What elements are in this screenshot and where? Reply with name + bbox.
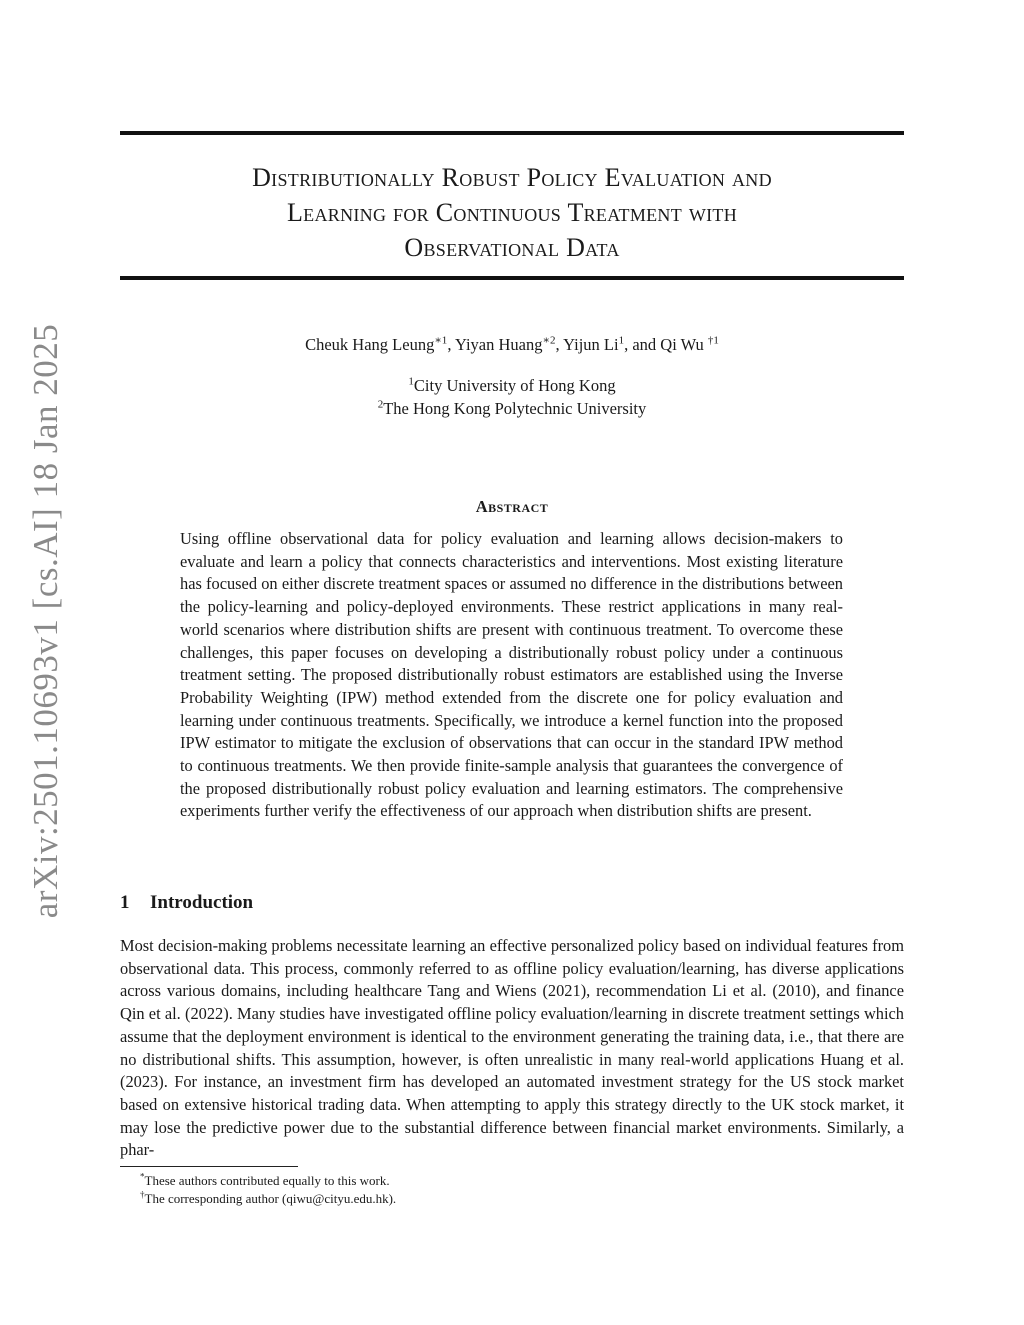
affiliation-name: City University of Hong Kong xyxy=(413,376,616,395)
arxiv-stamp xyxy=(22,323,70,919)
author-name: Yiyan Huang xyxy=(454,335,543,354)
affiliation-mark: 1 xyxy=(408,375,414,388)
footnote xyxy=(140,1172,390,1189)
title-line-3: Observational Data xyxy=(404,233,620,262)
author-mark: 1 xyxy=(618,334,625,347)
affiliation-name: The Hong Kong Polytechnic University xyxy=(383,399,647,418)
footnote-text: These authors contributed equally to this work. xyxy=(144,1173,390,1188)
affiliation xyxy=(120,375,904,397)
author-mark: ∗2 xyxy=(542,334,556,347)
section-heading xyxy=(120,892,253,914)
footnote-mark: † xyxy=(140,1189,145,1200)
author-name: and Qi Wu xyxy=(632,335,708,354)
footnote-mark: * xyxy=(140,1171,145,1182)
paper-title xyxy=(120,160,904,265)
section-title: Introduction xyxy=(150,892,254,913)
title-bottom-rule xyxy=(120,276,904,280)
arxiv-id: arXiv:2501.10693v1 [cs.AI] 18 Jan 2025 xyxy=(26,323,65,919)
author-list: Cheuk Hang Leung$^{∗1}$, Yiyan Huang$^{∗2}$, Yijun Li$^1$, and Qi Wu $^{\dagger 1}$ xyxy=(305,334,719,354)
footnote-rule xyxy=(120,1166,298,1167)
affiliation xyxy=(120,398,904,420)
title-line-2: Learning for Continuous Treatment with xyxy=(286,198,737,227)
author-mark: ∗1 xyxy=(434,334,448,347)
title-top-rule xyxy=(120,131,904,135)
title-line-1: Distributionally Robust Policy Evaluation and xyxy=(252,163,772,192)
author-mark: †1 xyxy=(707,334,719,347)
footnote xyxy=(140,1190,396,1207)
section-number: 1 xyxy=(120,892,130,913)
affiliation-mark: 2 xyxy=(377,398,384,411)
footnote-text: The corresponding author (qiwu@cityu.edu.hk). xyxy=(144,1191,397,1206)
abstract-text: Using offline observational data for policy evaluation and learning allows decision-makers to evaluate and learn a policy that connects characteristics and interventions. Most existing literature has focused on either discrete treatment spaces or assumed no difference in the distributions between the policy-learning and policy-deployed environments. These restrict applications in many real-world scenarios where distribution shifts are present with continuous treatment. To overcome these challenges, this paper focuses on developing a distributionally robust policy under a continuous treatment setting. The proposed distributionally robust estimators are established using the Inverse Probability Weighting (IPW) method extended from the discrete one for policy evaluation and learning under continuous treatments. Specifically, we introduce a kernel function into the proposed IPW estimator to mitigate the exclusion of observations that can occur in the standard IPW method to continuous treatments. We then provide finite-sample analysis that guarantees the convergence of the proposed distributionally robust policy evaluation and learning estimators. The comprehensive experiments further verify the effectiveness of our approach when distribution shifts are present. xyxy=(180,529,843,821)
author-name: Yijun Li xyxy=(563,335,619,354)
abstract-heading: Abstract xyxy=(475,497,549,516)
author-name: Cheuk Hang Leung xyxy=(305,335,435,354)
intro-paragraph: Most decision-making problems necessitate learning an effective personalized policy based on individual features from observational data. This process, commonly referred to as offline policy evaluation/learning, has diverse applications across various domains, including healthcare Tang and Wiens (2021), recommendation Li et al. (2010), and finance Qin et al. (2022). Many studies have investigated offline policy evaluation/learning in discrete treatment settings which assume that the deployment environment is identical to the environment generating the training data, i.e., that there are no distributional shifts. This assumption, however, is often unrealistic in many real-world applications Huang et al. (2023). For instance, an investment firm has developed an automated investment strategy for the US stock market based on extensive historical trading data. When attempting to apply this strategy directly to the UK stock market, it may lose the predictive power due to the substantial difference between financial market environments. Similarly, a phar- xyxy=(120,936,904,1160)
